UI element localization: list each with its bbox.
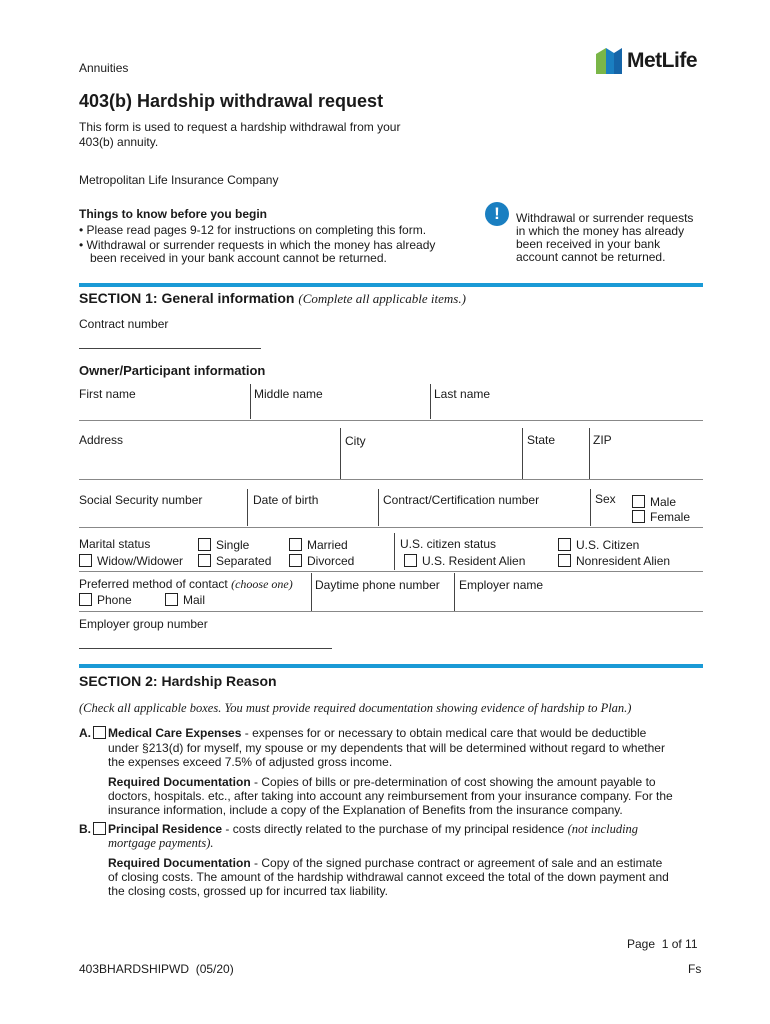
address-field[interactable] [79, 450, 337, 478]
city-field[interactable] [345, 450, 520, 478]
separated-label: Separated [216, 554, 272, 568]
reason-a-doc-line-3: insurance information, include a copy of the Explanation of Benefits from the insurance company. [108, 803, 623, 817]
employer-group-label: Employer group number [79, 617, 208, 631]
logo-text: MetLife [627, 49, 697, 72]
alert-line-1: Withdrawal or surrender requests [516, 211, 694, 225]
reason-b-italic-2: mortgage payments). [108, 836, 214, 850]
citizen-status-label: U.S. citizen status [400, 537, 497, 551]
daytime-phone-field[interactable] [315, 594, 452, 610]
ssn-field[interactable] [79, 508, 244, 525]
city-label: City [345, 434, 366, 448]
checkbox[interactable] [632, 510, 645, 523]
divider [522, 428, 523, 479]
things-bullet-2-line-1: • Withdrawal or surrender requests in which the money has already [79, 238, 436, 252]
contact-pref-text: Preferred method of contact [79, 577, 228, 591]
middle-name-label: Middle name [254, 387, 323, 401]
contract-number-field[interactable] [79, 334, 261, 349]
intro-line-2: 403(b) annuity. [79, 135, 159, 149]
widow-label: Widow/Widower [97, 554, 184, 568]
divider [340, 428, 341, 479]
reason-b-letter: B. [79, 822, 91, 836]
category-label: Annuities [79, 61, 129, 75]
divider [430, 384, 431, 419]
single-label: Single [216, 538, 250, 552]
reason-b-checkbox[interactable] [93, 822, 106, 835]
us-citizen-label: U.S. Citizen [576, 538, 640, 552]
contact-pref-label [79, 577, 293, 592]
metlife-logo-icon [596, 48, 622, 74]
reason-b-title: Principal Residence [108, 822, 223, 836]
zip-label: ZIP [593, 433, 612, 447]
middle-name-field[interactable] [254, 402, 429, 419]
divider [589, 428, 590, 479]
page-title: 403(b) Hardship withdrawal request [79, 91, 384, 111]
employer-name-field[interactable] [459, 594, 701, 610]
female-label: Female [650, 510, 691, 524]
section-2-instruction: (Check all applicable boxes. You must provide required documentation showing evidence of hardship to Plan.) [79, 701, 632, 715]
divider [311, 573, 312, 611]
reason-a-doc-title: Required Documentation [108, 775, 251, 789]
checkbox[interactable] [289, 538, 302, 551]
divider [394, 533, 395, 570]
daytime-phone-label: Daytime phone number [315, 578, 440, 592]
row-divider [79, 571, 703, 572]
reason-a-doc-line-2: doctors, hospitals. etc., after taking into account any reimbursement from your insurance company. For the [108, 789, 673, 803]
checkbox[interactable] [558, 538, 571, 551]
section-2-title: SECTION 2: Hardship Reason [79, 673, 277, 689]
employer-group-field[interactable] [79, 634, 332, 649]
checkbox[interactable] [165, 593, 178, 606]
reason-b-doc-text: - Copy of the signed purchase contract or agreement of sale and an estimate [250, 856, 663, 870]
reason-a-line-3: the expenses exceed 7.5% of adjusted gross income. [108, 755, 393, 769]
choose-one-text: (choose one) [231, 577, 293, 591]
marital-divorced-option[interactable] [289, 554, 354, 568]
ssn-label: Social Security number [79, 493, 203, 507]
marital-single-option[interactable] [198, 538, 249, 552]
reason-b-italic-1: (not including [567, 822, 639, 836]
reason-a-doc-line-1 [108, 775, 656, 789]
reason-b-doc-line-3: the closing costs, grossed up for incurred tax liability. [108, 884, 388, 898]
marital-separated-option[interactable] [198, 554, 271, 568]
resident-alien-label: U.S. Resident Alien [422, 554, 526, 568]
divorced-label: Divorced [307, 554, 355, 568]
alert-line-2: in which the money has already [516, 224, 685, 238]
reason-b-line-1 [79, 822, 638, 837]
reason-a-doc-text: - Copies of bills or pre-determination of cost showing the amount payable to [250, 775, 656, 789]
last-name-field[interactable] [434, 402, 702, 419]
sex-label: Sex [595, 492, 616, 506]
address-label: Address [79, 433, 124, 447]
citizen-nonresident-alien-option[interactable] [558, 554, 670, 568]
dob-label: Date of birth [253, 493, 319, 507]
alert-icon: ! [485, 202, 509, 226]
row-divider [79, 420, 703, 421]
intro-line-1: This form is used to request a hardship withdrawal from your [79, 120, 401, 134]
alert-line-3: been received in your bank [516, 237, 661, 251]
things-heading: Things to know before you begin [79, 207, 267, 221]
section-1-title-text: SECTION 1: General information [79, 290, 295, 306]
reason-a-line-1 [79, 726, 646, 740]
mail-label: Mail [183, 593, 206, 607]
dob-field[interactable] [253, 508, 376, 525]
company-name: Metropolitan Life Insurance Company [79, 173, 279, 187]
male-label: Male [650, 495, 677, 509]
section-1-bar [79, 283, 703, 287]
page-number: Page 1 of 11 [627, 937, 698, 951]
contract-cert-field[interactable] [383, 508, 588, 525]
divider [250, 384, 251, 419]
checkbox[interactable] [79, 554, 92, 567]
divider [590, 489, 591, 526]
checkbox[interactable] [198, 554, 211, 567]
section-1-title [79, 290, 466, 307]
divider [247, 489, 248, 526]
employer-name-label: Employer name [459, 578, 544, 592]
metlife-logo [596, 48, 706, 76]
first-name-field[interactable] [79, 402, 249, 419]
reason-a-line-2: under §213(d) for myself, my spouse or my dependents that will be determined without regard to whether [108, 741, 665, 755]
checkbox[interactable] [632, 495, 645, 508]
reason-a-letter: A. [79, 726, 91, 740]
section-2-bar [79, 664, 703, 668]
sex-female-option[interactable] [632, 510, 690, 524]
contact-phone-option[interactable] [79, 593, 132, 607]
checkbox[interactable] [404, 554, 417, 567]
nonresident-alien-label: Nonresident Alien [576, 554, 671, 568]
reason-b-doc-line-2: of closing costs. The amount of the hardship withdrawal cannot exceed the total of the down payment and [108, 870, 669, 884]
reason-b-doc-title: Required Documentation [108, 856, 251, 870]
divider [378, 489, 379, 526]
last-name-label: Last name [434, 387, 491, 401]
things-bullet-1: • Please read pages 9-12 for instructions on completing this form. [79, 223, 427, 237]
first-name-label: First name [79, 387, 136, 401]
row-divider [79, 479, 703, 480]
marital-widow-option[interactable] [79, 554, 183, 568]
alert-line-4: account cannot be returned. [516, 250, 666, 264]
form-code-right: Fs [688, 962, 702, 976]
state-field[interactable] [527, 450, 587, 478]
reason-a-checkbox[interactable] [93, 726, 106, 739]
form-code: 403BHARDSHIPWD (05/20) [79, 962, 234, 976]
reason-a-text: - expenses for or necessary to obtain medical care that would be deductible [241, 726, 647, 740]
reason-b-doc-line-1 [108, 856, 662, 870]
contract-cert-label: Contract/Certification number [383, 493, 540, 507]
citizen-us-option[interactable] [558, 538, 639, 552]
checkbox[interactable] [79, 593, 92, 606]
divider [454, 573, 455, 611]
contract-number-label: Contract number [79, 317, 169, 331]
section-1-subtitle: (Complete all applicable items.) [298, 291, 466, 306]
things-bullet-2-line-2: been received in your bank account cannot be returned. [90, 251, 387, 265]
reason-a-title: Medical Care Expenses [108, 726, 242, 740]
row-divider [79, 527, 703, 528]
checkbox[interactable] [289, 554, 302, 567]
checkbox[interactable] [198, 538, 211, 551]
row-divider [79, 611, 703, 612]
marital-married-option[interactable] [289, 538, 348, 552]
checkbox[interactable] [558, 554, 571, 567]
sex-male-option[interactable] [632, 495, 676, 509]
owner-heading: Owner/Participant information [79, 363, 266, 378]
state-label: State [527, 433, 556, 447]
married-label: Married [307, 538, 348, 552]
citizen-resident-alien-option[interactable] [404, 554, 525, 568]
zip-field[interactable] [593, 450, 701, 478]
contact-mail-option[interactable] [165, 593, 205, 607]
phone-label: Phone [97, 593, 132, 607]
reason-b-text: - costs directly related to the purchase of my principal residence [222, 822, 565, 836]
marital-status-label: Marital status [79, 537, 151, 551]
